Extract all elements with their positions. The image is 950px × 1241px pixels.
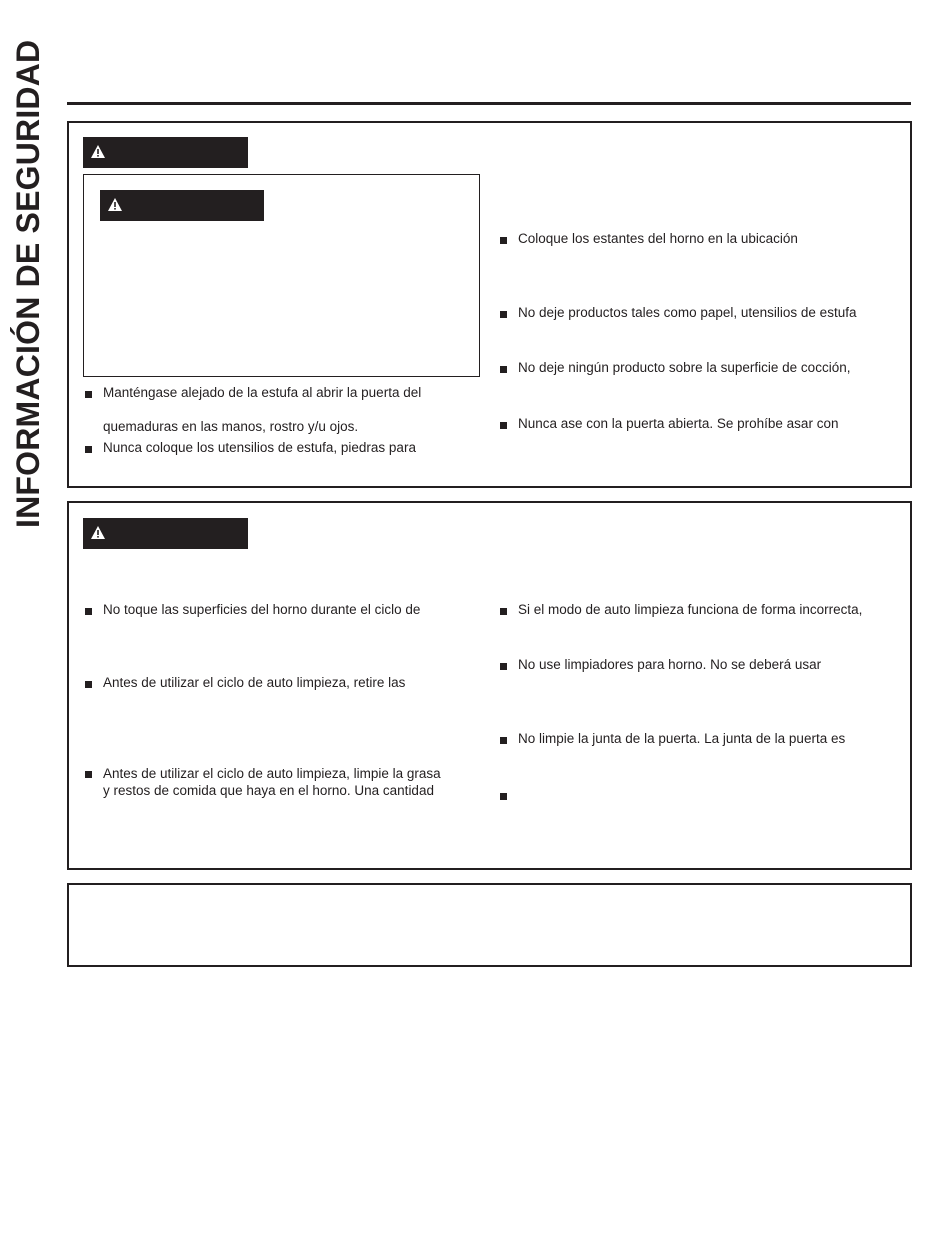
square-bullet-icon — [85, 771, 92, 778]
square-bullet-icon — [85, 681, 92, 688]
square-bullet-icon — [500, 237, 507, 244]
square-bullet-icon — [85, 608, 92, 615]
warning-label-2 — [83, 518, 248, 549]
list-item: No deje productos tales como papel, utensilios de estufa — [518, 305, 857, 320]
warning-triangle-icon — [91, 145, 105, 158]
square-bullet-icon — [85, 391, 92, 398]
square-bullet-icon — [500, 366, 507, 373]
square-bullet-icon — [85, 446, 92, 453]
side-title: INFORMACIÓN DE SEGURIDAD — [10, 39, 46, 528]
list-item: Antes de utilizar el ciclo de auto limpieza, retire las — [103, 675, 406, 690]
list-item: No use limpiadores para horno. No se deberá usar — [518, 657, 822, 672]
square-bullet-icon — [500, 793, 507, 800]
notice-box — [67, 883, 912, 967]
list-item: Manténgase alejado de la estufa al abrir la puerta del — [103, 385, 422, 400]
list-item: Nunca ase con la puerta abierta. Se prohíbe asar con — [518, 416, 839, 431]
list-item: y restos de comida que haya en el horno. Una cantidad — [103, 783, 434, 798]
list-item: Antes de utilizar el ciclo de auto limpieza, limpie la grasa — [103, 766, 441, 781]
warning-label-inner — [100, 190, 264, 221]
square-bullet-icon — [500, 608, 507, 615]
list-item: Coloque los estantes del horno en la ubicación — [518, 231, 798, 246]
list-item: Si el modo de auto limpieza funciona de forma incorrecta, — [518, 602, 863, 617]
warning-triangle-icon — [108, 198, 122, 211]
list-item: No deje ningún producto sobre la superficie de cocción, — [518, 360, 851, 375]
header-rule — [67, 102, 911, 105]
warning-label-1 — [83, 137, 248, 168]
square-bullet-icon — [500, 422, 507, 429]
list-item: Nunca coloque los utensilios de estufa, piedras para — [103, 440, 416, 455]
warning-triangle-icon — [91, 526, 105, 539]
square-bullet-icon — [500, 311, 507, 318]
list-item: No toque las superficies del horno durante el ciclo de — [103, 602, 421, 617]
list-item: quemaduras en las manos, rostro y/u ojos. — [103, 419, 359, 434]
square-bullet-icon — [500, 663, 507, 670]
square-bullet-icon — [500, 737, 507, 744]
list-item: No limpie la junta de la puerta. La junta de la puerta es — [518, 731, 846, 746]
